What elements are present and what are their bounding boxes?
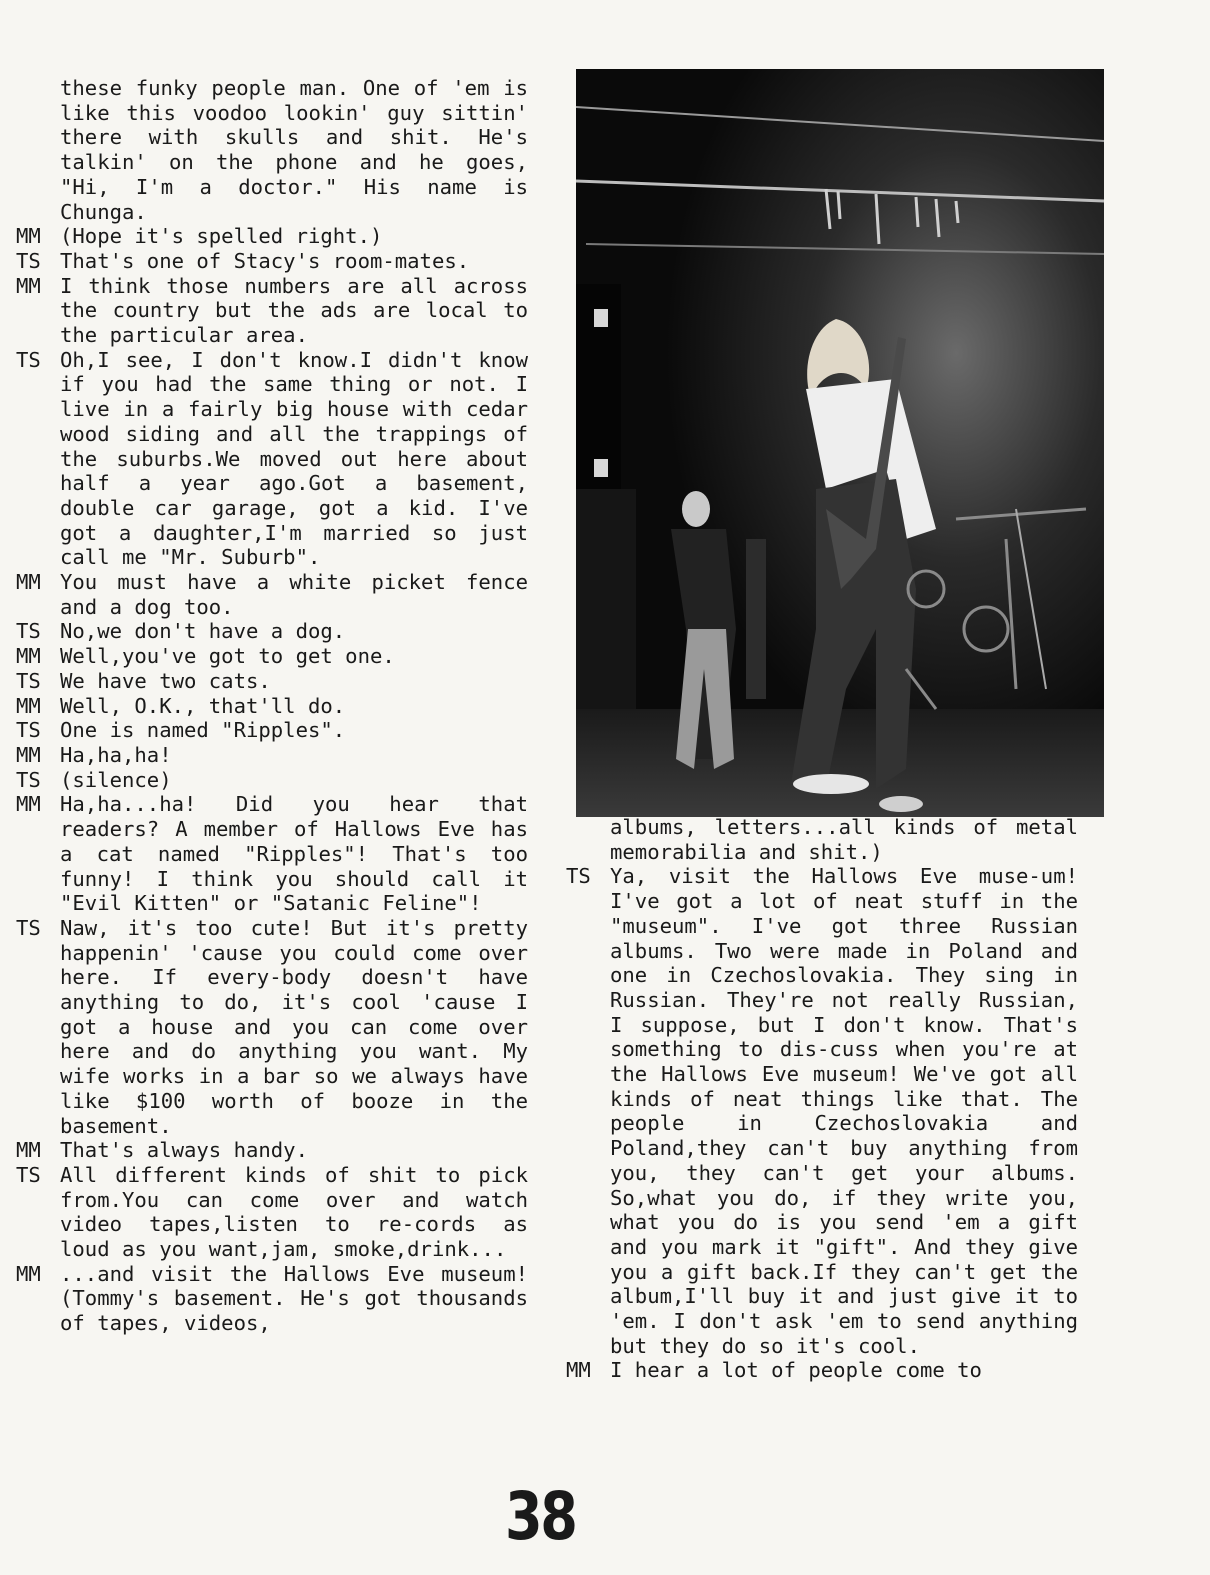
speaker-label: TS	[566, 864, 591, 889]
dialogue-text: One is named "Ripples".	[60, 718, 346, 743]
dialogue-text: All different kinds of shit to pick from.You can come over and watch video tapes,listen to re-cords as loud as you want,jam, smoke,drink...	[60, 1162, 528, 1262]
speaker-label: TS	[16, 1162, 41, 1187]
dialogue-line	[566, 864, 1078, 1358]
speaker-label: MM	[16, 224, 41, 249]
speaker-label: MM	[16, 742, 41, 767]
speaker-label: MM	[16, 693, 41, 718]
speaker-label: TS	[16, 767, 41, 792]
left-column-lead: these funky people man. One of 'em is like this voodoo lookin' guy sittin' there with skulls and shit. He's talkin' on the phone and he goes, "Hi, I'm a doctor." His name is Chunga.	[60, 76, 528, 224]
dialogue-text: We have two cats.	[60, 668, 271, 693]
speaker-label: MM	[16, 570, 41, 595]
dialogue-line	[16, 274, 528, 348]
speaker-label: TS	[16, 347, 41, 372]
dialogue-text: Ha,ha,ha!	[60, 742, 172, 767]
dialogue-line	[16, 768, 528, 793]
dialogue-line	[16, 1138, 528, 1163]
speaker-label: TS	[16, 718, 41, 743]
dialogue-line	[16, 570, 528, 619]
dialogue-line	[16, 1163, 528, 1262]
dialogue-text: (silence)	[60, 767, 172, 792]
dialogue-text: ...and visit the Hallows Eve museum! (Tommy's basement. He's got thousands of tapes, videos,	[60, 1261, 528, 1336]
dialogue-text: I hear a lot of people come to	[610, 1358, 982, 1383]
dialogue-text: I think those numbers are all across the country but the ads are local to the particular area.	[60, 273, 528, 348]
speaker-label: MM	[16, 1261, 41, 1286]
speaker-label: MM	[16, 644, 41, 669]
right-column-lead: albums, letters...all kinds of metal memorabilia and shit.)	[610, 815, 1078, 864]
dialogue-text: Naw, it's too cute! But it's pretty happenin' 'cause you could come over here. If every-body doesn't have anything to do, it's cool 'cause I got a house and you can come over here and do anything you want. My wife works in a bar so we always have like $100 worth of booze in the basement.	[60, 915, 528, 1138]
dialogue-line	[16, 619, 528, 644]
speaker-label: TS	[16, 915, 41, 940]
dialogue-line	[16, 644, 528, 669]
speaker-label: MM	[16, 1138, 41, 1163]
dialogue-line	[16, 669, 528, 694]
dialogue-text: (Hope it's spelled right.)	[60, 224, 383, 249]
speaker-label: TS	[16, 668, 41, 693]
right-dialogue-lines	[566, 864, 1078, 1383]
dialogue-line	[16, 224, 528, 249]
speaker-label: MM	[566, 1358, 591, 1383]
speaker-label: TS	[16, 248, 41, 273]
dialogue-line	[16, 916, 528, 1138]
dialogue-text: Well, O.K., that'll do.	[60, 693, 346, 718]
dialogue-text: Ya, visit the Hallows Eve muse-um! I've got a lot of neat stuff in the "museum". I've got three Russian albums. Two were made in Poland and one in Czechoslovakia. They sing in Russian. They're not really Russian, I suppose, but I don't know. That's something to dis-cuss when you're at the Hallows Eve museum! We've got all kinds of neat things like that. The people in Czechoslovakia and Poland,they can't buy anything from you, they can't get your albums. So,what you do, if they write you, what you do is you send 'em a gift and you mark it "gift". And they give you a gift back.If they can't get the album,I'll buy it and just give it to 'em. I don't ask 'em to send anything but they do so it's cool.	[610, 864, 1078, 1358]
speaker-label: TS	[16, 619, 41, 644]
dialogue-line	[16, 792, 528, 916]
dialogue-text: Oh,I see, I don't know.I didn't know if you had the same thing or not. I live in a fairly big house with cedar wood siding and all the trappings of the suburbs.We moved out here about half a year ago.Got a basement, double car garage, got a kid. I've got a daughter,I'm married so just call me "Mr. Suburb".	[60, 347, 528, 570]
dialogue-text: That's one of Stacy's room-mates.	[60, 248, 470, 273]
dialogue-line	[16, 348, 528, 570]
dialogue-line	[566, 1358, 1078, 1383]
right-column	[566, 815, 1078, 1383]
dialogue-line	[16, 718, 528, 743]
concert-photo-image	[576, 69, 1104, 817]
dialogue-line	[16, 743, 528, 768]
left-column	[16, 76, 528, 1336]
left-dialogue-lines	[16, 224, 528, 1336]
dialogue-text: No,we don't have a dog.	[60, 619, 346, 644]
dialogue-line	[16, 1262, 528, 1336]
dialogue-text: You must have a white picket fence and a dog too.	[60, 570, 528, 619]
page-number: 38	[505, 1478, 576, 1555]
dialogue-line	[16, 249, 528, 274]
band-live-photo	[576, 69, 1104, 817]
dialogue-text: Ha,ha...ha! Did you hear that readers? A member of Hallows Eve has a cat named "Ripples"! That's too funny! I think you should call it "Evil Kitten" or "Satanic Feline"!	[60, 792, 528, 916]
speaker-label: MM	[16, 792, 41, 817]
dialogue-text: That's always handy.	[60, 1138, 308, 1163]
speaker-label: MM	[16, 273, 41, 298]
dialogue-line	[16, 694, 528, 719]
dialogue-text: Well,you've got to get one.	[60, 644, 395, 669]
